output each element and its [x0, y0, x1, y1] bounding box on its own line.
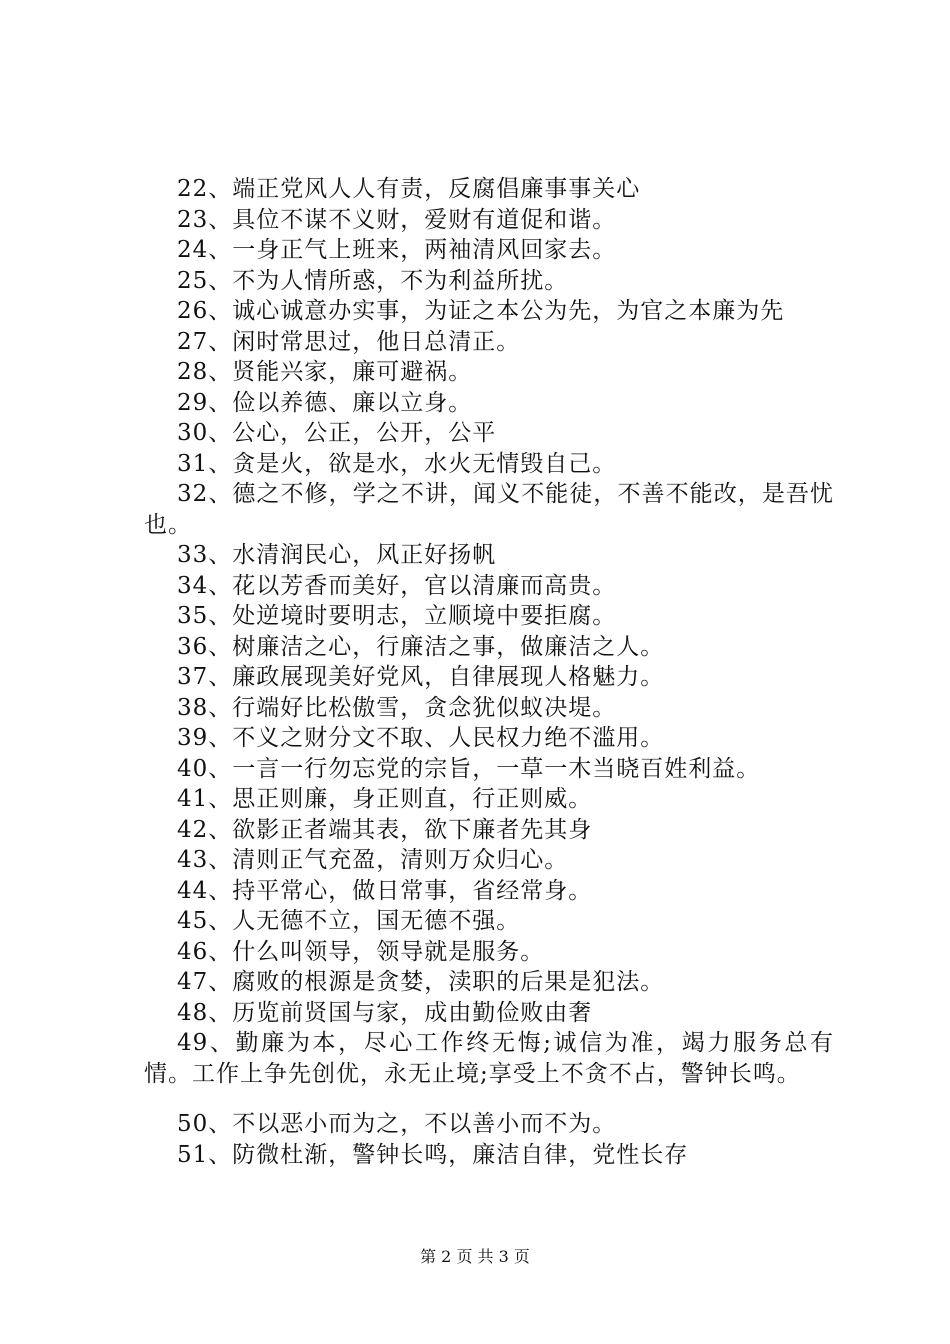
document-body [144, 174, 834, 1170]
slogan-line: 46、什么叫领导，领导就是服务。 [177, 938, 545, 965]
slogan-line: 31、贪是火，欲是水，水火无情毁自己。 [177, 450, 617, 477]
slogan-line: 26、诚心诚意办实事，为证之本公为先，为官之本廉为先 [177, 298, 785, 324]
slogan-line: 47、腐败的根源是贪婪，渎职的后果是犯法。 [177, 969, 665, 995]
slogan-line: 45、人无德不立，国无德不强。 [177, 908, 521, 934]
slogan-line: 36、树廉洁之心，行廉洁之事，做廉洁之人。 [177, 633, 665, 660]
page-footer [0, 1244, 950, 1267]
slogan-paragraph: 49、勤廉为本，尽心工作终无悔;诚信为准，竭力服务总有情。工作上争先创优，永无止境;享受上不贪不占，警钟长鸣。 [144, 1030, 834, 1087]
slogan-line: 25、不为人情所惑，不为利益所扰。 [177, 267, 569, 294]
slogan-line: 27、闲时常思过，他日总清正。 [177, 328, 521, 355]
slogan-line: 23、具位不谋不义财，爱财有道促和谐。 [177, 206, 617, 233]
slogan-line: 40、一言一行勿忘党的宗旨，一草一木当晓百姓利益。 [177, 755, 761, 782]
slogan-line: 42、欲影正者端其表，欲下廉者先其身 [177, 816, 593, 843]
slogan-paragraph: 32、德之不修，学之不讲，闻义不能徒，不善不能改，是吾忧也。 [144, 481, 834, 538]
slogan-line: 51、防微杜渐，警钟长鸣，廉洁自律，党性长存 [177, 1141, 689, 1168]
slogan-line: 38、行端好比松傲雪，贪念犹似蚁决堤。 [177, 694, 617, 721]
slogan-line: 33、水清润民心，风正好扬帆 [177, 542, 497, 568]
slogan-line: 34、花以芳香而美好，官以清廉而高贵。 [177, 572, 617, 599]
slogan-line: 37、廉政展现美好党风，自律展现人格魅力。 [177, 664, 665, 690]
slogan-line: 44、持平常心，做日常事，省经常身。 [177, 877, 593, 904]
slogan-line: 50、不以恶小而为之，不以善小而不为。 [177, 1111, 617, 1137]
slogan-line: 35、处逆境时要明志，立顺境中要拒腐。 [177, 603, 617, 629]
slogan-line: 41、思正则廉，身正则直，行正则威。 [177, 786, 593, 812]
slogan-line: 43、清则正气充盈，清则万众归心。 [177, 847, 569, 873]
paragraph-spacer [144, 1089, 834, 1109]
slogan-line: 28、贤能兴家，廉可避祸。 [177, 359, 473, 385]
slogan-line: 22、端正党风人人有责，反腐倡廉事事关心 [177, 176, 641, 202]
page-number-label: 第 2 页 共 3 页 [420, 1247, 530, 1266]
slogan-line: 48、历览前贤国与家，成由勤俭败由奢 [177, 999, 593, 1026]
slogan-line: 30、公心，公正，公开，公平 [177, 420, 497, 446]
slogan-line: 24、一身正气上班来，两袖清风回家去。 [177, 237, 617, 263]
slogan-line: 29、俭以养德、廉以立身。 [177, 389, 473, 416]
slogan-line: 39、不义之财分文不取、人民权力绝不滥用。 [177, 725, 665, 751]
